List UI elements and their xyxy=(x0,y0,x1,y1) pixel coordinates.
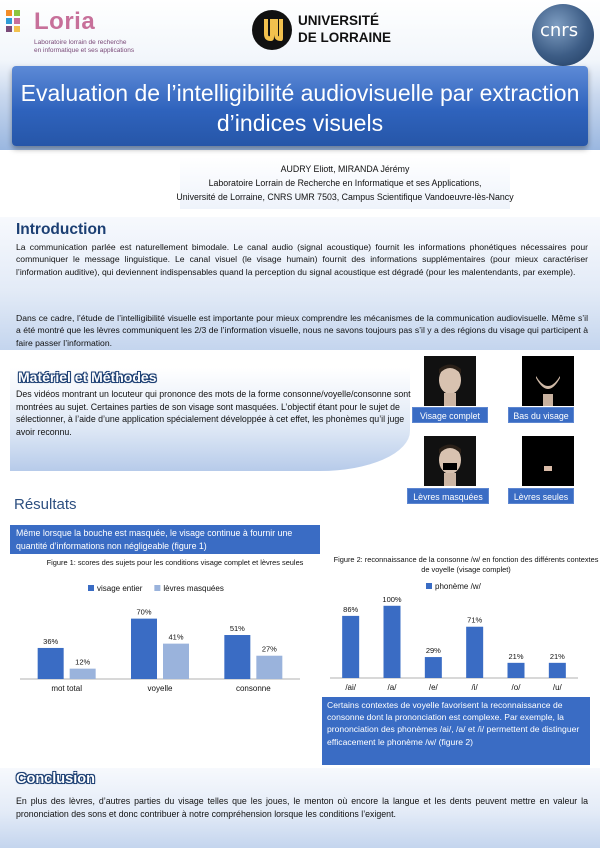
data-label: 36% xyxy=(43,636,59,646)
data-label: 100% xyxy=(382,594,402,604)
bar xyxy=(384,606,401,678)
bar xyxy=(70,669,96,679)
tick-label: /e/ xyxy=(428,683,438,692)
author-lab: Laboratoire Lorrain de Recherche en Informatique et ses Applications, xyxy=(208,178,482,188)
loria-name: Loria xyxy=(34,8,96,35)
tick-label: /o/ xyxy=(511,683,521,692)
data-label: 29% xyxy=(425,646,441,656)
introduction-title: Introduction xyxy=(16,221,107,238)
face-full-image xyxy=(424,356,476,406)
results-title: Résultats xyxy=(14,496,77,513)
bar xyxy=(256,656,282,679)
tick-label: consonne xyxy=(235,684,271,693)
data-label: 21% xyxy=(549,651,565,661)
tick-label: /a/ xyxy=(387,683,397,692)
data-label: 71% xyxy=(467,615,483,625)
author-names: AUDRY Eliott, MIRANDA Jérémy xyxy=(280,164,410,174)
author-affiliation: Université de Lorraine, CNRS UMR 7503, Campus Scientifique Vandoeuvre-lès-Nancy xyxy=(176,192,514,202)
bar xyxy=(342,616,359,678)
universite-lorraine-logo xyxy=(252,10,412,50)
data-label: 12% xyxy=(75,657,91,667)
tick-label: mot total xyxy=(51,684,83,693)
data-label: 27% xyxy=(261,644,277,654)
poster-header xyxy=(0,0,600,150)
data-label: 51% xyxy=(229,624,245,634)
label-lips-only: Lèvres seules xyxy=(508,488,574,504)
tick-label: /ai/ xyxy=(345,683,357,692)
results-note-2: Certains contextes de voyelle favorisent la reconnaissance de consonne dont la prononciation est complexe. Par exemple, la prononciation des phonèmes /ai/, /a/ et /i/ permettent de distinguer efficacement le phonème /w/ (figure 2) xyxy=(322,697,590,765)
bar xyxy=(549,663,566,678)
figure-2-chart xyxy=(328,578,600,698)
loria-subtitle-1: Laboratoire lorrain de recherche xyxy=(34,39,127,46)
bar xyxy=(38,648,64,679)
data-label: 41% xyxy=(168,632,184,642)
cnrs-name: cnrs xyxy=(540,20,579,41)
cnrs-logo xyxy=(532,4,594,66)
ul-name-line-2: DE LORRAINE xyxy=(298,30,392,45)
poster-title: Evaluation de l’intelligibilité audiovisuelle par extraction d’indices visuels xyxy=(20,80,580,136)
legend-swatch xyxy=(426,583,432,589)
tick-label: /i/ xyxy=(471,683,478,692)
legend-label: lèvres masquées xyxy=(163,584,224,593)
bar xyxy=(163,644,189,679)
bar xyxy=(131,619,157,679)
conclusion-section xyxy=(0,768,600,848)
label-full-face: Visage complet xyxy=(412,407,488,423)
methods-title: Matériel et Méthodes xyxy=(18,369,157,385)
bar xyxy=(425,657,442,678)
methods-paragraph: Des vidéos montrant un locuteur qui prononce des mots de la forme consonne/voyelle/consonne sont montrées au sujet. Certaines parties de son visage sont masquées. L’objectif étant pour le sujet de sélectionner, à l’aide d’une application spécialement développée à cet effet, les phonèmes qu’il juge avoir reconnu. xyxy=(16,389,411,437)
figure-2-caption: Figure 2: reconnaissance de la consonne /w/ en fonction des différents contextes de voyelle (visage complet) xyxy=(333,555,599,574)
face-lips-only-image xyxy=(522,436,574,486)
ul-name-line-1: UNIVERSITÉ xyxy=(298,13,380,28)
loria-subtitle-2: en informatique et ses applications xyxy=(34,47,135,54)
bar xyxy=(508,663,525,678)
title-banner xyxy=(12,66,588,146)
legend-swatch xyxy=(154,585,160,591)
figure-1-caption: Figure 1: scores des sujets pour les conditions visage complet et lèvres seules xyxy=(46,558,304,567)
loria-emblem-icon xyxy=(4,8,30,48)
tick-label: /u/ xyxy=(552,683,562,692)
results-note-1: Même lorsque la bouche est masquée, le visage continue à fournir une quantité d’informations non négligeable (figure 1) xyxy=(10,525,320,554)
data-label: 70% xyxy=(136,607,152,617)
bar xyxy=(466,627,483,678)
face-lips-masked-image xyxy=(424,436,476,486)
label-lips-masked: Lèvres masquées xyxy=(407,488,489,504)
ul-emblem-icon xyxy=(252,10,292,50)
methods-section xyxy=(10,368,410,471)
figure-1-chart xyxy=(10,578,310,698)
tick-label: voyelle xyxy=(147,684,173,693)
introduction-paragraph-1: La communication parlée est naturellement bimodale. Le canal audio (signal acoustique) fournit les informations phonétiques nécessaires pour communiquer le message linguistique. Le canal visuel (le visage humain) fournit des informations supplémentaires (pour mieux caractériser l’information auditive), qui deviennent indispensables quand la perception du signal acoustique est dégradé (pour les malentendants, par exemple). xyxy=(16,242,588,277)
introduction-paragraph-2: Dans ce cadre, l’étude de l’intelligibilité visuelle est importante pour mieux comprendre les mécanismes de la communication audiovisuelle. Même s’il a été montré que les lèvres communiquent les 2/3 de l’information visuelle, nous ne savons toujours pas s’il y a des régions du visage qui participent à faire passer l’information. xyxy=(16,313,588,348)
conclusion-title: Conclusion xyxy=(16,771,95,787)
bar xyxy=(224,635,250,679)
label-lower-face: Bas du visage xyxy=(508,407,574,423)
authors-block xyxy=(176,157,514,209)
conclusion-paragraph: En plus des lèvres, d’autres parties du visage telles que les joues, le menton où encore la langue et les dents peuvent mettre en valeur la prononciation des sons et donc contribuer à notre compréhension lorsque les conditions l’exigent. xyxy=(16,796,588,819)
legend-swatch xyxy=(88,585,94,591)
data-label: 21% xyxy=(508,651,524,661)
legend-label: phonème /w/ xyxy=(435,582,481,591)
face-lower-image xyxy=(522,356,574,406)
loria-logo xyxy=(4,6,135,64)
data-label: 86% xyxy=(343,604,359,614)
introduction-section xyxy=(0,217,600,350)
legend-label: visage entier xyxy=(97,584,143,593)
